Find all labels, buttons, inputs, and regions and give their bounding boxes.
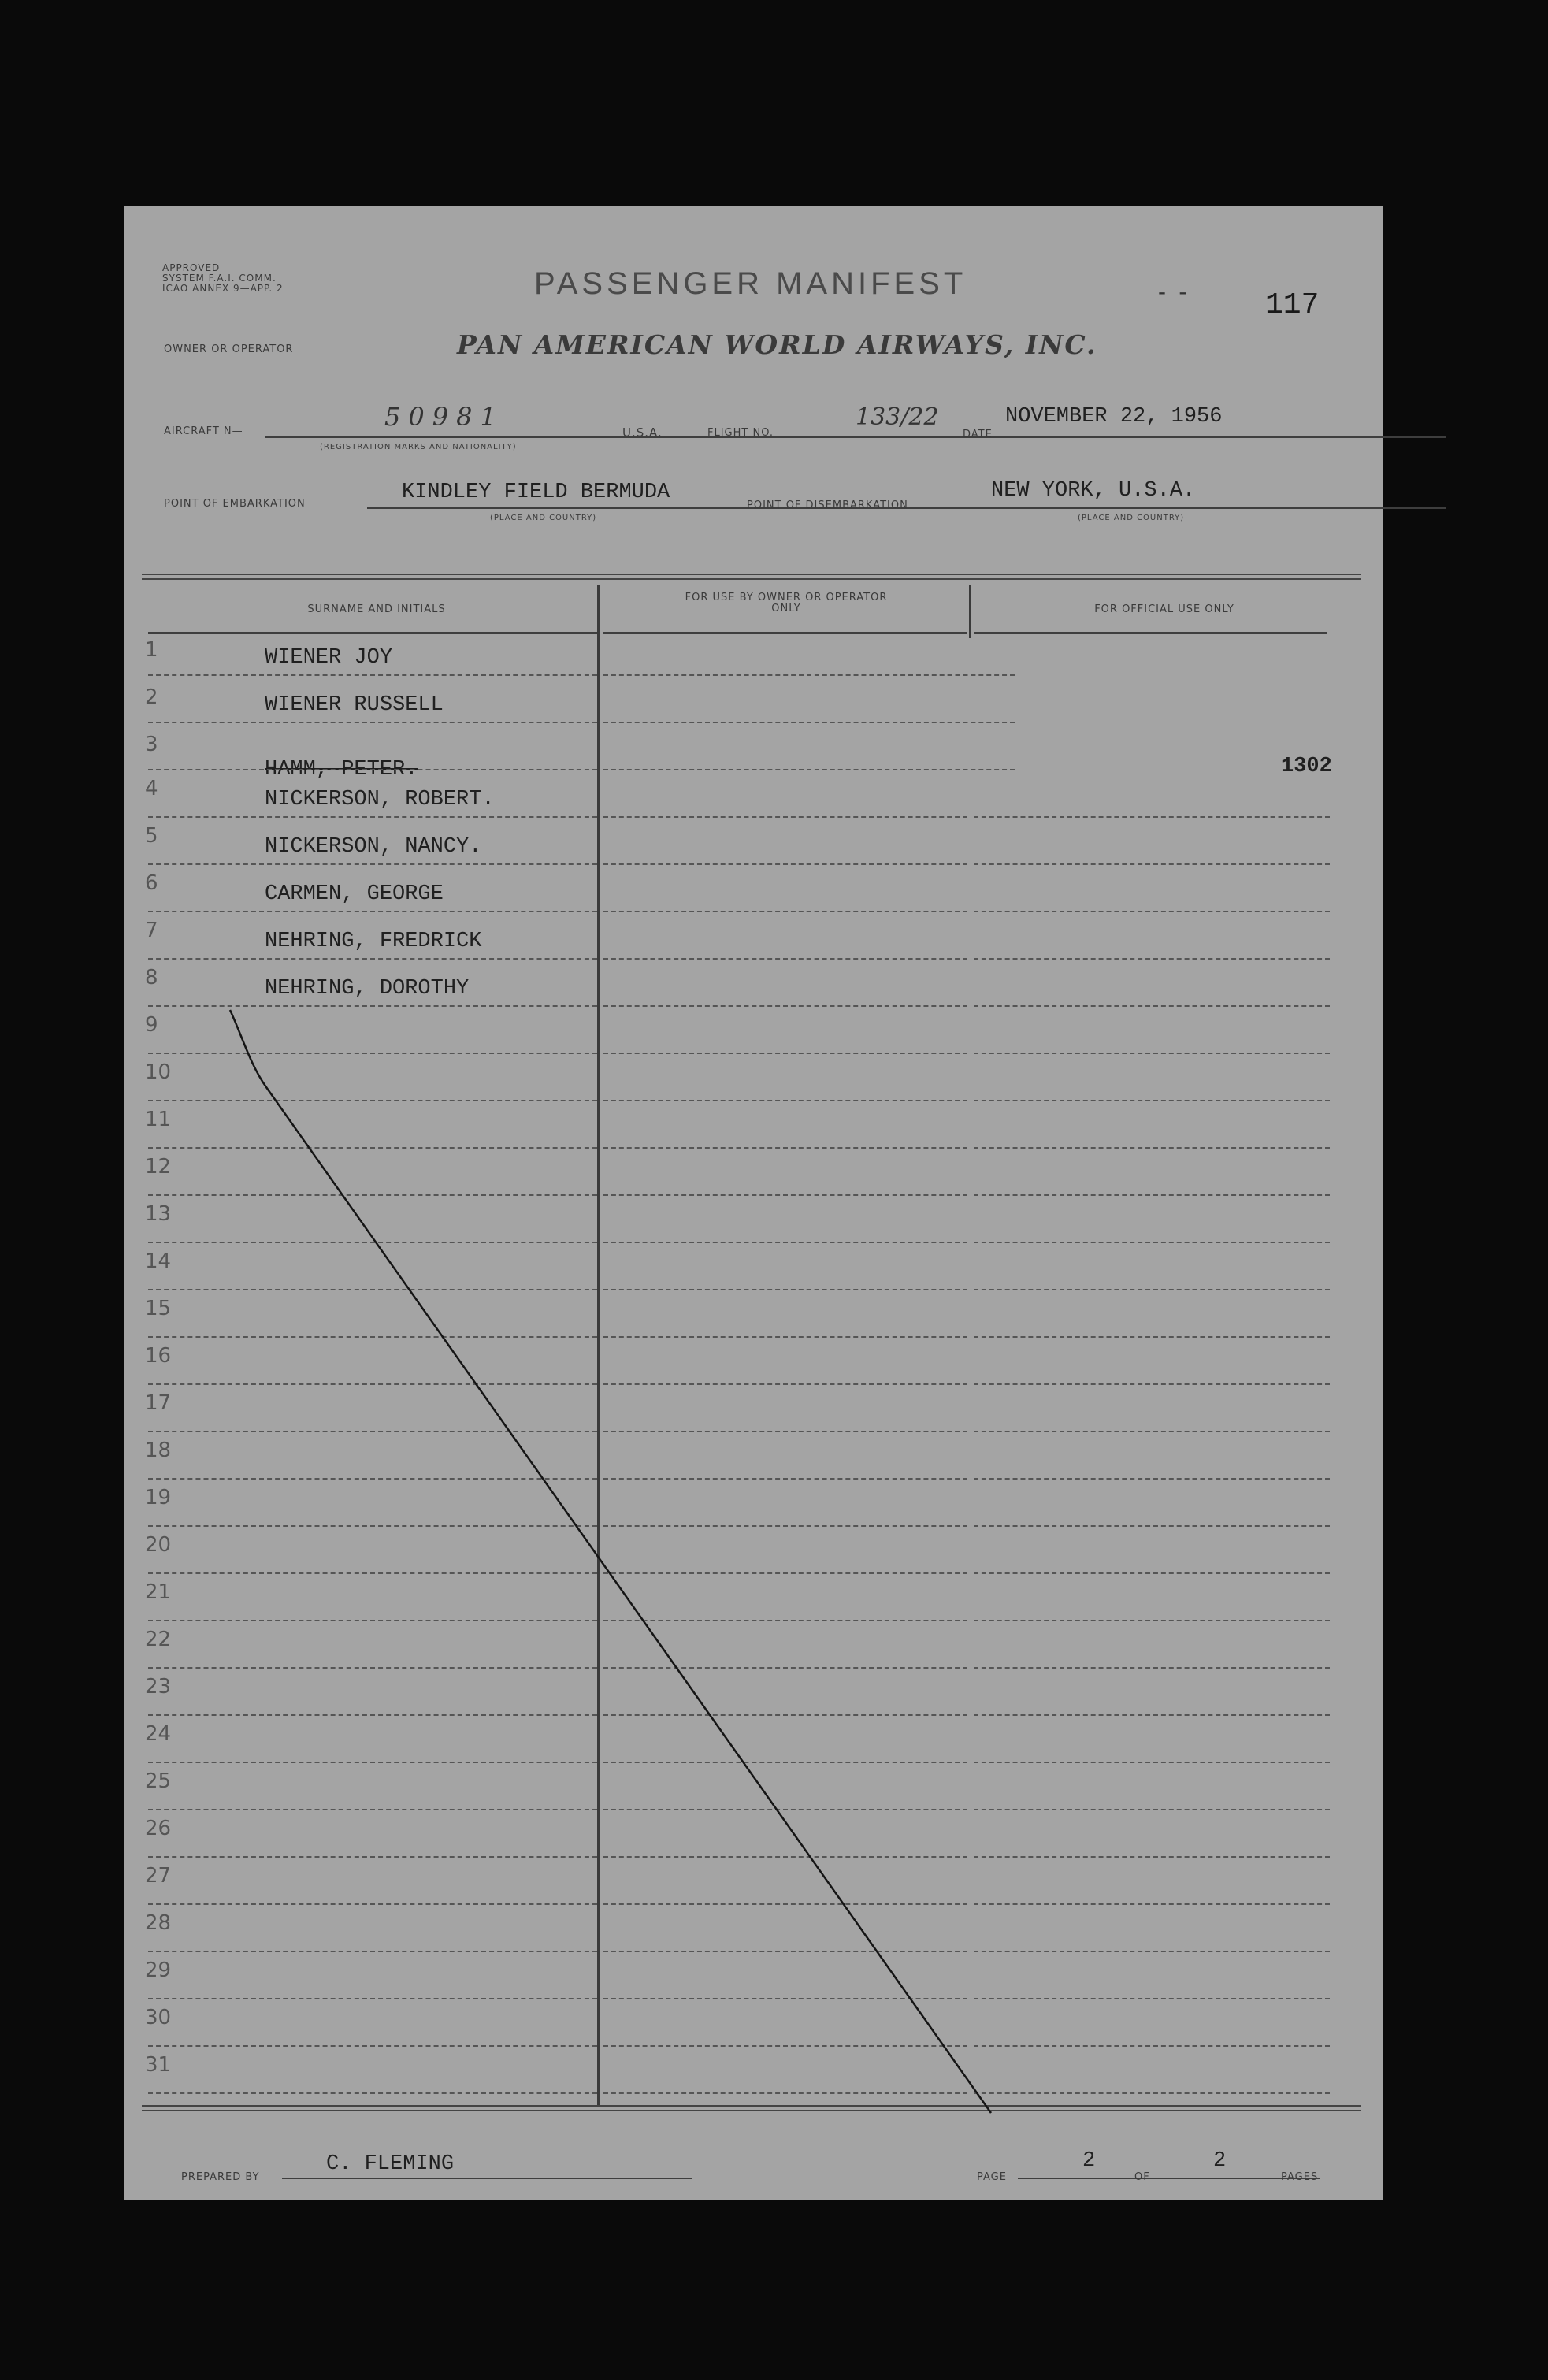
registration-note: (REGISTRATION MARKS AND NATIONALITY) bbox=[320, 443, 517, 451]
row-number: 28 bbox=[145, 1911, 172, 1935]
row-number: 8 bbox=[145, 966, 158, 990]
row-number: 23 bbox=[145, 1675, 172, 1699]
embarkation-note: (PLACE AND COUNTRY) bbox=[490, 514, 597, 522]
row-number: 27 bbox=[145, 1864, 172, 1888]
row-number: 31 bbox=[145, 2053, 172, 2077]
row-number: 24 bbox=[145, 1722, 172, 1746]
official-code: 1302 bbox=[1281, 755, 1332, 778]
row-number: 4 bbox=[145, 777, 158, 800]
disembarkation-label: POINT OF DISEMBARKATION bbox=[747, 499, 908, 511]
operator-name: PAN AMERICAN WORLD AIRWAYS, INC. bbox=[457, 329, 1097, 360]
passenger-name: WIENER RUSSELL bbox=[265, 693, 444, 717]
owner-label: OWNER OR OPERATOR bbox=[164, 343, 294, 355]
date-label: DATE bbox=[963, 429, 993, 440]
row-number: 10 bbox=[145, 1060, 172, 1084]
row-number: 5 bbox=[145, 824, 158, 848]
manifest-page bbox=[124, 206, 1383, 2200]
row-number: 16 bbox=[145, 1344, 172, 1368]
prepared-by: C. FLEMING bbox=[326, 2152, 455, 2176]
passenger-name-struck: HAMM, PETER. bbox=[265, 758, 418, 782]
row-number: 29 bbox=[145, 1959, 172, 1982]
row-number: 26 bbox=[145, 1817, 172, 1840]
row-number: 30 bbox=[145, 2006, 172, 2029]
row-number: 7 bbox=[145, 919, 158, 942]
embarkation-label: POINT OF EMBARKATION bbox=[164, 498, 306, 510]
approved-line: ICAO ANNEX 9—APP. 2 bbox=[162, 283, 284, 294]
row-number: 2 bbox=[145, 685, 158, 709]
aircraft-label: AIRCRAFT N— bbox=[164, 425, 243, 437]
row-number: 18 bbox=[145, 1439, 172, 1462]
row-number: 19 bbox=[145, 1486, 172, 1509]
passenger-name: NICKERSON, NANCY. bbox=[265, 835, 482, 859]
disembarkation-note: (PLACE AND COUNTRY) bbox=[1078, 514, 1185, 522]
row-number: 11 bbox=[145, 1108, 172, 1131]
flight-date: NOVEMBER 22, 1956 bbox=[1005, 405, 1223, 429]
owner-use-header: FOR USE BY OWNER OR OPERATOR ONLY bbox=[685, 592, 888, 614]
pages-label: PAGES bbox=[1281, 2171, 1319, 2183]
passenger-name: NEHRING, FREDRICK bbox=[265, 930, 482, 953]
official-use-header: FOR OFFICIAL USE ONLY bbox=[1094, 603, 1234, 615]
passenger-name: NEHRING, DOROTHY bbox=[265, 977, 470, 1001]
row-number: 13 bbox=[145, 1202, 172, 1226]
nationality: U.S.A. bbox=[622, 425, 663, 440]
page-number: 2 bbox=[1082, 2149, 1096, 2173]
row-number: 15 bbox=[145, 1297, 172, 1320]
passenger-name: WIENER JOY bbox=[265, 646, 393, 670]
row-number: 12 bbox=[145, 1155, 172, 1179]
page-label: PAGE bbox=[977, 2171, 1007, 2183]
flight-label: FLIGHT NO. bbox=[707, 427, 774, 439]
page-underline bbox=[1018, 2178, 1320, 2179]
page-total: 2 bbox=[1213, 2149, 1227, 2173]
embarkation-point: KINDLEY FIELD BERMUDA bbox=[402, 481, 670, 504]
row-number: 20 bbox=[145, 1533, 172, 1557]
surname-header: SURNAME AND INITIALS bbox=[307, 603, 446, 615]
form-title: PASSENGER MANIFEST bbox=[534, 266, 967, 301]
row-number: 14 bbox=[145, 1249, 172, 1273]
passenger-name: NICKERSON, ROBERT. bbox=[265, 788, 495, 811]
approved-line: APPROVED bbox=[162, 262, 221, 273]
row-number: 22 bbox=[145, 1628, 172, 1651]
aircraft-number: 50981 bbox=[384, 402, 504, 432]
row-number: 21 bbox=[145, 1580, 172, 1604]
row-number: 17 bbox=[145, 1391, 172, 1415]
flight-number: 133/22 bbox=[856, 403, 939, 431]
prepared-label: PREPARED BY bbox=[181, 2171, 260, 2183]
row-number: 3 bbox=[145, 733, 158, 756]
row-number: 1 bbox=[145, 638, 158, 662]
row-number: 9 bbox=[145, 1013, 158, 1037]
passenger-name: CARMEN, GEORGE bbox=[265, 882, 444, 906]
cancellation-stroke bbox=[124, 206, 1383, 2200]
sheet-dash: - - bbox=[1158, 279, 1190, 305]
row-number: 25 bbox=[145, 1769, 172, 1793]
row-number: 6 bbox=[145, 871, 158, 895]
of-label: OF bbox=[1134, 2171, 1150, 2183]
prepared-underline bbox=[282, 2178, 692, 2179]
sheet-number: 117 bbox=[1265, 288, 1320, 322]
approved-line: SYSTEM F.A.I. COMM. bbox=[162, 273, 277, 284]
disembarkation-point: NEW YORK, U.S.A. bbox=[991, 479, 1196, 503]
